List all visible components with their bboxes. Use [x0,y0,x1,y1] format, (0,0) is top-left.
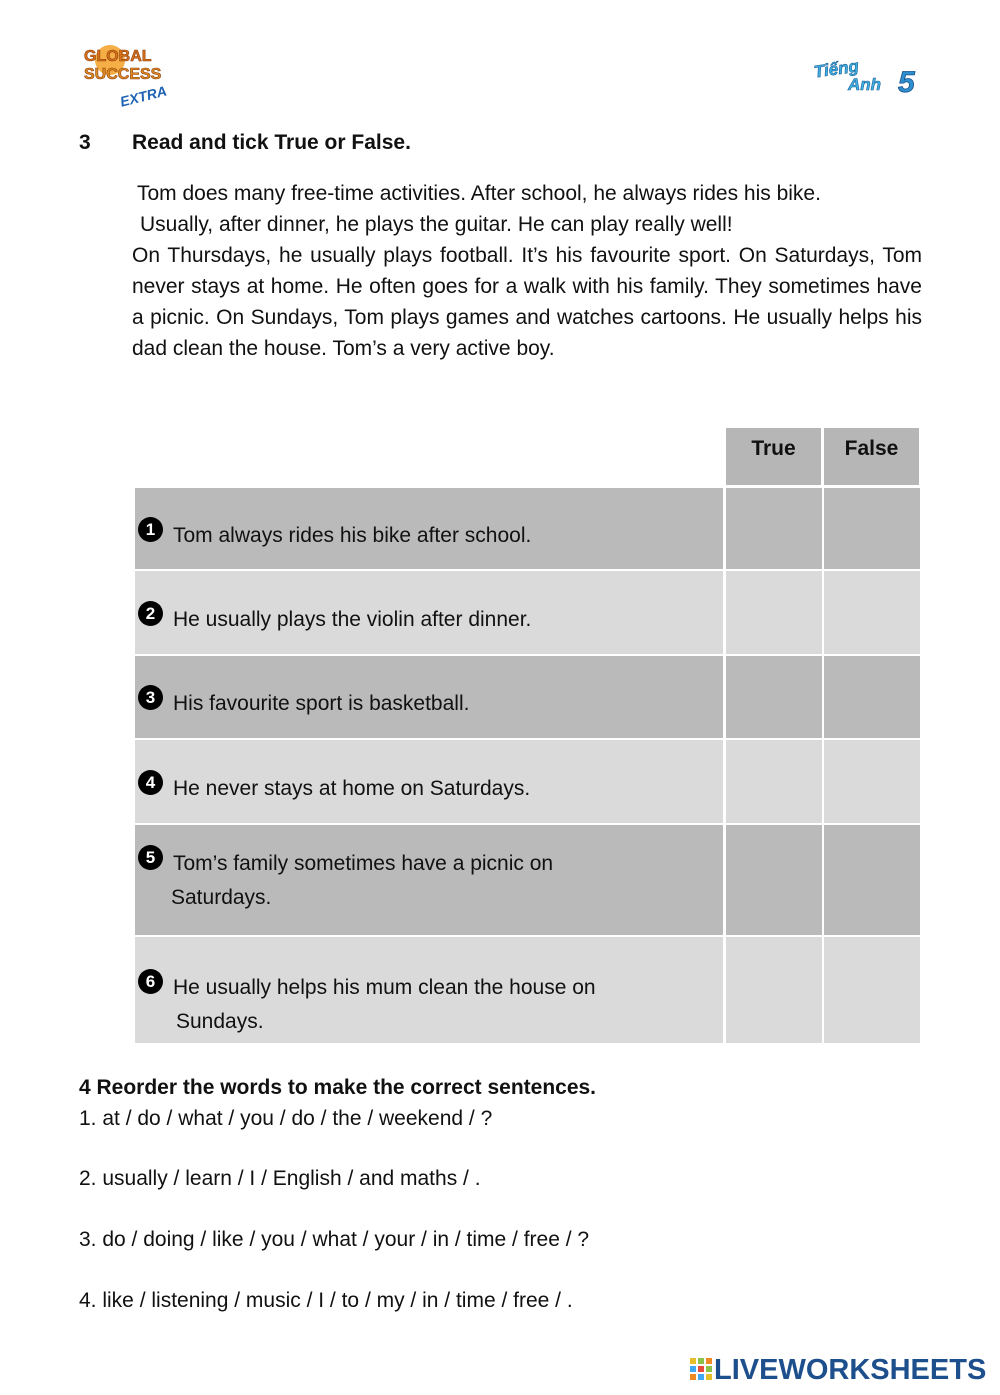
logo-five-text: 5 [898,66,915,98]
false-tick-cell-6[interactable] [824,937,920,1043]
bullet-number-icon: 6 [138,969,163,994]
bullet-number-icon: 5 [138,845,163,870]
statement-continuation: Sundays. [176,1010,264,1033]
statement-text: He usually plays the violin after dinner. [173,608,532,631]
reorder-item-2: 2. usually / learn / I / English / and maths / . [79,1167,481,1190]
exercise-4-title: 4 Reorder the words to make the correct sentences. [79,1076,597,1099]
passage-line-1: Tom does many free-time activities. After school, he always rides his bike. [137,182,821,205]
true-tick-cell-6[interactable] [726,937,822,1043]
bullet-number-icon: 3 [138,685,163,710]
exercise-3-title: Read and tick True or False. [132,131,411,154]
statement-row-6 [135,937,723,1043]
false-tick-cell-4[interactable] [824,740,920,823]
passage-rest: On Thursdays, he usually plays football. It’s his favourite sport. On Saturdays, Tom never stays at home. He often goes for a walk with his family. They sometimes have a picnic. On Sundays, Tom plays games and watches cartoons. He usually helps his dad clean the house. Tom’s a very active boy. [132,244,922,360]
statement-row-5 [135,825,723,935]
header-false: False [824,428,919,485]
statement-row-2 [135,571,723,654]
statement-text: He usually helps his mum clean the house on [173,976,596,999]
false-tick-cell-5[interactable] [824,825,920,935]
reorder-item-4: 4. like / listening / music / I / to / my / in / time / free / . [79,1289,573,1312]
logo-extra-text: EXTRA [118,82,169,110]
true-tick-cell-5[interactable] [726,825,822,935]
statement-row-1 [135,488,723,569]
statement-continuation: Saturdays. [171,886,272,909]
statement-text: His favourite sport is basketball. [173,692,470,715]
logo-success-text: SUCCESS [84,66,162,83]
liveworksheets-watermark [690,1353,986,1387]
true-tick-cell-4[interactable] [726,740,822,823]
statement-text: He never stays at home on Saturdays. [173,777,531,800]
bullet-number-icon: 1 [138,517,163,542]
reorder-item-1: 1. at / do / what / you / do / the / weekend / ? [79,1107,493,1130]
false-tick-cell-2[interactable] [824,571,920,654]
logo-tieng-text: Tiếng [812,56,860,82]
bullet-number-icon: 4 [138,770,163,795]
reading-passage [132,178,922,364]
statement-row-4 [135,740,723,823]
false-tick-cell-1[interactable] [824,488,920,569]
statement-row-3 [135,656,723,738]
true-tick-cell-2[interactable] [726,571,822,654]
global-success-extra-logo [80,38,190,110]
passage-line-2: Usually, after dinner, he plays the guitar. He can play really well! [140,213,733,236]
tieng-anh-5-logo [810,52,925,98]
header-true: True [726,428,821,485]
true-tick-cell-3[interactable] [726,656,822,738]
exercise-3-number: 3 [79,131,91,154]
logo-anh-text: Anh [848,75,882,94]
liveworksheets-brand-text: LIVEWORKSHEETS [714,1353,987,1386]
logo-global-text: GLOBAL [84,48,152,65]
statement-text: Tom’s family sometimes have a picnic on [173,852,554,875]
reorder-item-3: 3. do / doing / like / you / what / your / in / time / free / ? [79,1228,590,1251]
statement-text: Tom always rides his bike after school. [173,524,532,547]
true-tick-cell-1[interactable] [726,488,822,569]
liveworksheets-grid-icon [690,1356,712,1384]
bullet-number-icon: 2 [138,601,163,626]
false-tick-cell-3[interactable] [824,656,920,738]
